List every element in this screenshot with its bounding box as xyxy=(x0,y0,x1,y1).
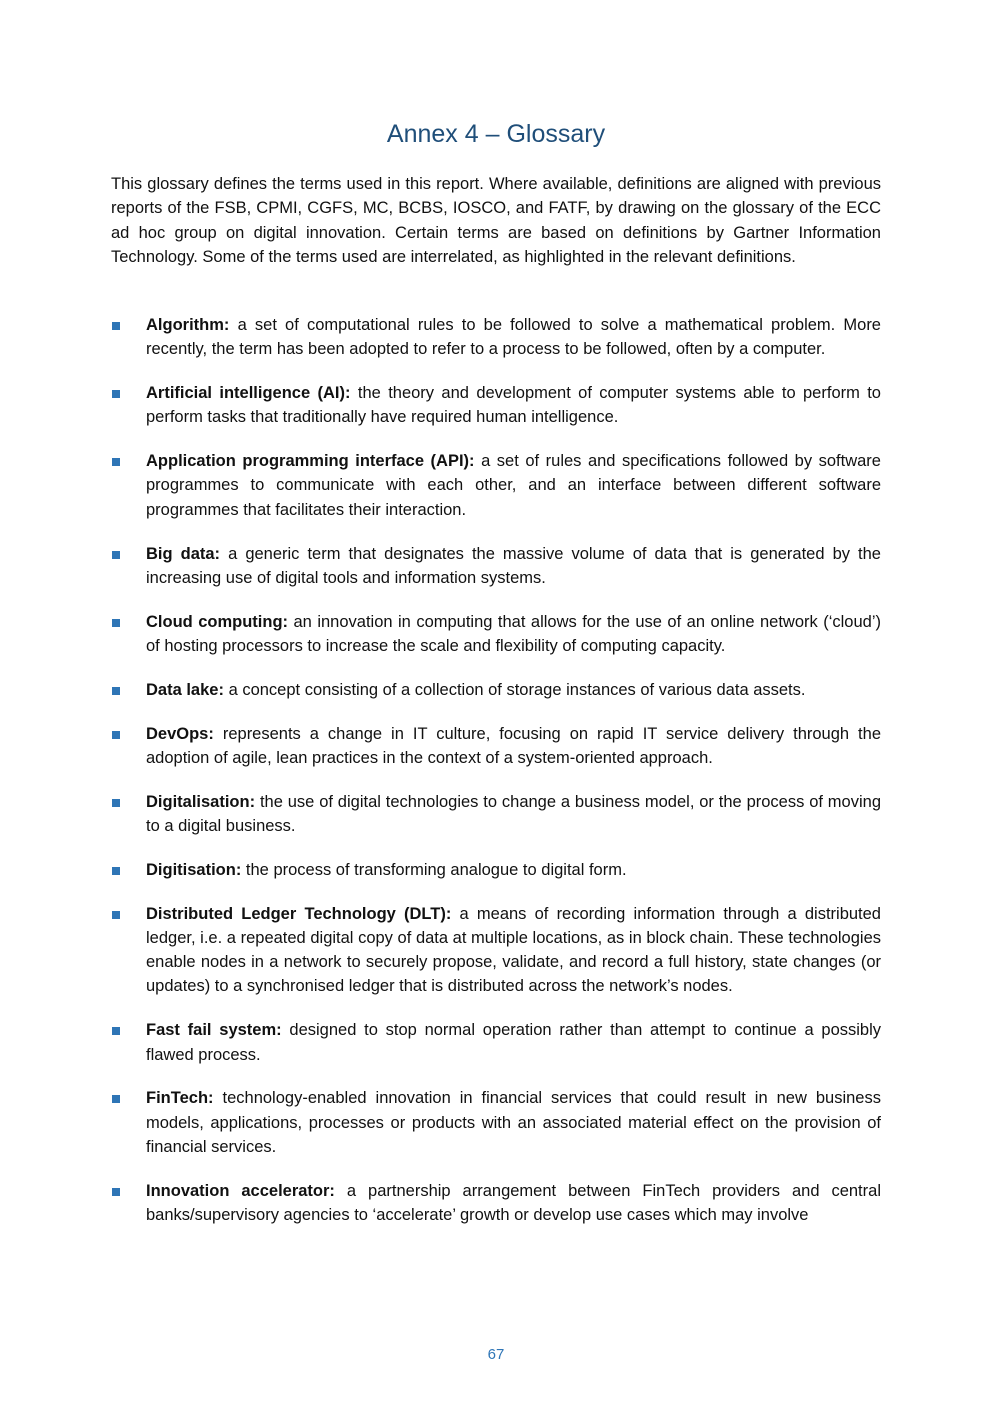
glossary-term: FinTech: xyxy=(146,1089,214,1108)
square-bullet-icon xyxy=(112,911,120,919)
glossary-entry xyxy=(111,449,881,522)
square-bullet-icon xyxy=(112,687,120,695)
glossary-term: DevOps: xyxy=(146,724,214,743)
glossary-term: Digitalisation: xyxy=(146,792,256,811)
glossary-definition: the theory and development of computer systems able to perform to perform tasks that traditionally have required human intelligence. xyxy=(146,384,881,427)
square-bullet-icon xyxy=(112,731,120,739)
glossary-entry xyxy=(111,313,881,362)
glossary-term: Big data: xyxy=(146,544,221,563)
glossary-entry xyxy=(111,1018,881,1067)
square-bullet-icon xyxy=(112,619,120,627)
glossary-definition: designed to stop normal operation rather than attempt to continue a possibly flawed process. xyxy=(146,1021,881,1064)
glossary-term: Data lake: xyxy=(146,680,224,699)
glossary-definition: a means of recording information through a distributed ledger, i.e. a repeated digital copy of data at multiple locations, as in block chain. These technologies enable nodes in a network to securely propose, validate, and record a full history, state changes (or updates) to a synchronised ledger that is distributed across the network’s nodes. xyxy=(146,904,881,996)
glossary-definition: a concept consisting of a collection of storage instances of various data assets. xyxy=(228,680,806,699)
intro-paragraph: This glossary defines the terms used in this report. Where available, definitions are aligned with previous reports of the FSB, CPMI, CGFS, MC, BCBS, IOSCO, and FATF, by drawing on the glossary of the ECC ad hoc group on digital innovation. Certain terms are based on definitions by Gartner Information Technology. Some of the terms used are interrelated, as highlighted in the relevant definitions. xyxy=(111,175,881,266)
glossary-entry xyxy=(111,722,881,771)
square-bullet-icon xyxy=(112,458,120,466)
glossary-definition: a set of rules and specifications followed by software programmes to communicate with each other, and an interface between different software programmes that facilitates their interaction. xyxy=(146,452,881,519)
glossary-term: Algorithm: xyxy=(146,316,230,334)
square-bullet-icon xyxy=(112,1095,120,1103)
glossary-definition: the use of digital technologies to change a business model, or the process of moving to a digital business. xyxy=(146,792,881,835)
glossary-term: Artificial intelligence (AI): xyxy=(146,384,351,403)
page-title: Annex 4 – Glossary xyxy=(386,120,606,148)
glossary-list xyxy=(111,313,881,1247)
square-bullet-icon xyxy=(112,322,120,330)
square-bullet-icon xyxy=(112,1188,120,1196)
glossary-term: Digitisation: xyxy=(146,860,242,879)
glossary-entry xyxy=(111,1086,881,1159)
glossary-definition: a generic term that designates the massive volume of data that is generated by the increasing use of digital tools and information systems. xyxy=(146,544,881,587)
glossary-definition: a set of computational rules to be followed to solve a mathematical problem. More recently, the term has been adopted to refer to a process to be followed, often by a computer. xyxy=(146,316,881,359)
glossary-entry xyxy=(111,678,881,702)
glossary-term: Application programming interface (API): xyxy=(146,452,475,471)
glossary-entry xyxy=(111,790,881,839)
glossary-definition: a partnership arrangement between FinTech providers and central banks/supervisory agencies to ‘accelerate’ growth or develop use cases which may involve xyxy=(146,1181,881,1225)
glossary-term: Innovation accelerator: xyxy=(146,1181,335,1200)
glossary-entry xyxy=(111,610,881,659)
glossary-entry xyxy=(111,381,881,430)
square-bullet-icon xyxy=(112,867,120,875)
glossary-entry xyxy=(111,858,881,882)
square-bullet-icon xyxy=(112,799,120,807)
square-bullet-icon xyxy=(112,1027,120,1035)
glossary-entry xyxy=(111,902,881,999)
glossary-definition: an innovation in computing that allows for the use of an online network (‘cloud’) of hosting processors to increase the scale and flexibility of computing capacity. xyxy=(146,612,881,655)
square-bullet-icon xyxy=(112,551,120,559)
glossary-definition: the process of transforming analogue to digital form. xyxy=(245,860,627,879)
page-number: 67 xyxy=(487,1346,505,1363)
square-bullet-icon xyxy=(112,390,120,398)
glossary-term: Fast fail system: xyxy=(146,1021,282,1040)
glossary-term: Distributed Ledger Technology (DLT): xyxy=(146,904,452,923)
glossary-entry xyxy=(111,1179,881,1228)
glossary-definition: technology-enabled innovation in financial services that could result in new business models, applications, processes or products with an associated material effect on the provision of financial services. xyxy=(146,1089,881,1156)
glossary-definition: represents a change in IT culture, focusing on rapid IT service delivery through the adoption of agile, lean practices in the context of a system-oriented approach. xyxy=(146,724,881,767)
glossary-entry xyxy=(111,542,881,591)
glossary-term: Cloud computing: xyxy=(146,612,289,631)
